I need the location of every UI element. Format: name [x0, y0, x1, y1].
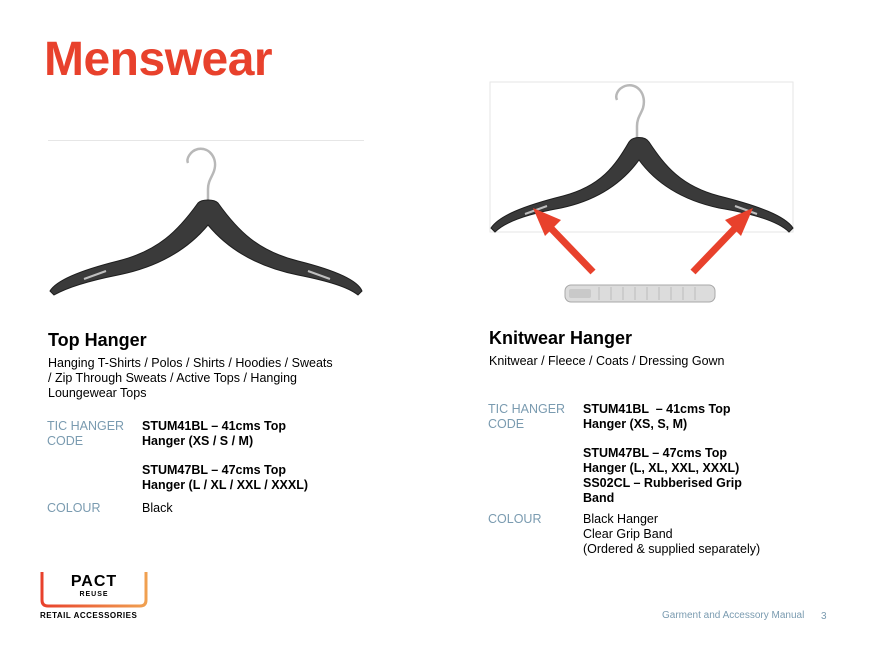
colour-line: Clear Grip Band [583, 527, 673, 541]
label-line: TIC HANGER [47, 419, 125, 433]
code-line: Hanger (XS / S / M) [142, 434, 254, 448]
tic-hanger-code-label [47, 419, 124, 449]
description-line: / Zip Through Sweats / Active Tops / Hanging [48, 371, 297, 385]
description-line: Loungewear Tops [48, 386, 147, 400]
code-line: Hanger (L, XL, XXL, XXXL) [583, 461, 740, 475]
code-line: Hanger (XS, S, M) [583, 417, 688, 431]
colour-value: Black [142, 501, 173, 515]
colour-label: COLOUR [47, 501, 101, 515]
code-entry-2 [583, 446, 742, 506]
label-line: TIC HANGER [488, 402, 566, 416]
code-line: STUM47BL – 47cms Top [583, 446, 728, 460]
footer-manual-title: Garment and Accessory Manual [662, 610, 805, 621]
knitwear-hanger-description: Knitwear / Fleece / Coats / Dressing Gown [489, 354, 725, 368]
code-line: STUM41BL – 41cms Top [583, 402, 731, 416]
code-line: Band [583, 491, 615, 505]
logo-sub: REUSE [79, 591, 109, 598]
hanger-icon [48, 141, 364, 299]
top-hanger-image [48, 140, 364, 299]
top-hanger-heading: Top Hanger [48, 330, 147, 350]
description-line: Hanging T-Shirts / Polos / Shirts / Hoodies / Sweats [48, 356, 333, 370]
colour-values [583, 512, 760, 557]
logo-tagline: RETAIL ACCESSORIES [40, 611, 138, 620]
colour-line: (Ordered & supplied separately) [583, 542, 761, 556]
logo-brand: PACT [70, 573, 118, 590]
knitwear-hanger-image [489, 80, 795, 310]
label-line: CODE [488, 417, 525, 431]
code-entry-1 [142, 419, 286, 449]
knitwear-hanger-heading: Knitwear Hanger [489, 328, 633, 348]
page-number: 3 [821, 611, 827, 622]
code-line: STUM47BL – 47cms Top [142, 463, 287, 477]
code-line: SS02CL – Rubberised Grip [583, 476, 742, 490]
pact-reuse-logo [40, 572, 150, 608]
hanger-with-grip-band [489, 80, 795, 310]
grip-band-icon [565, 285, 715, 302]
tic-hanger-code-label [488, 402, 565, 432]
code-entry-1 [583, 402, 731, 432]
code-line: STUM41BL – 41cms Top [142, 419, 287, 433]
label-line: CODE [47, 434, 84, 448]
top-hanger-description [48, 356, 348, 401]
colour-line: Black Hanger [583, 512, 659, 526]
colour-label: COLOUR [488, 512, 542, 526]
code-line: Hanger (L / XL / XXL / XXXL) [142, 478, 309, 492]
page-title: Menswear [44, 33, 273, 86]
code-entry-2 [142, 463, 308, 493]
